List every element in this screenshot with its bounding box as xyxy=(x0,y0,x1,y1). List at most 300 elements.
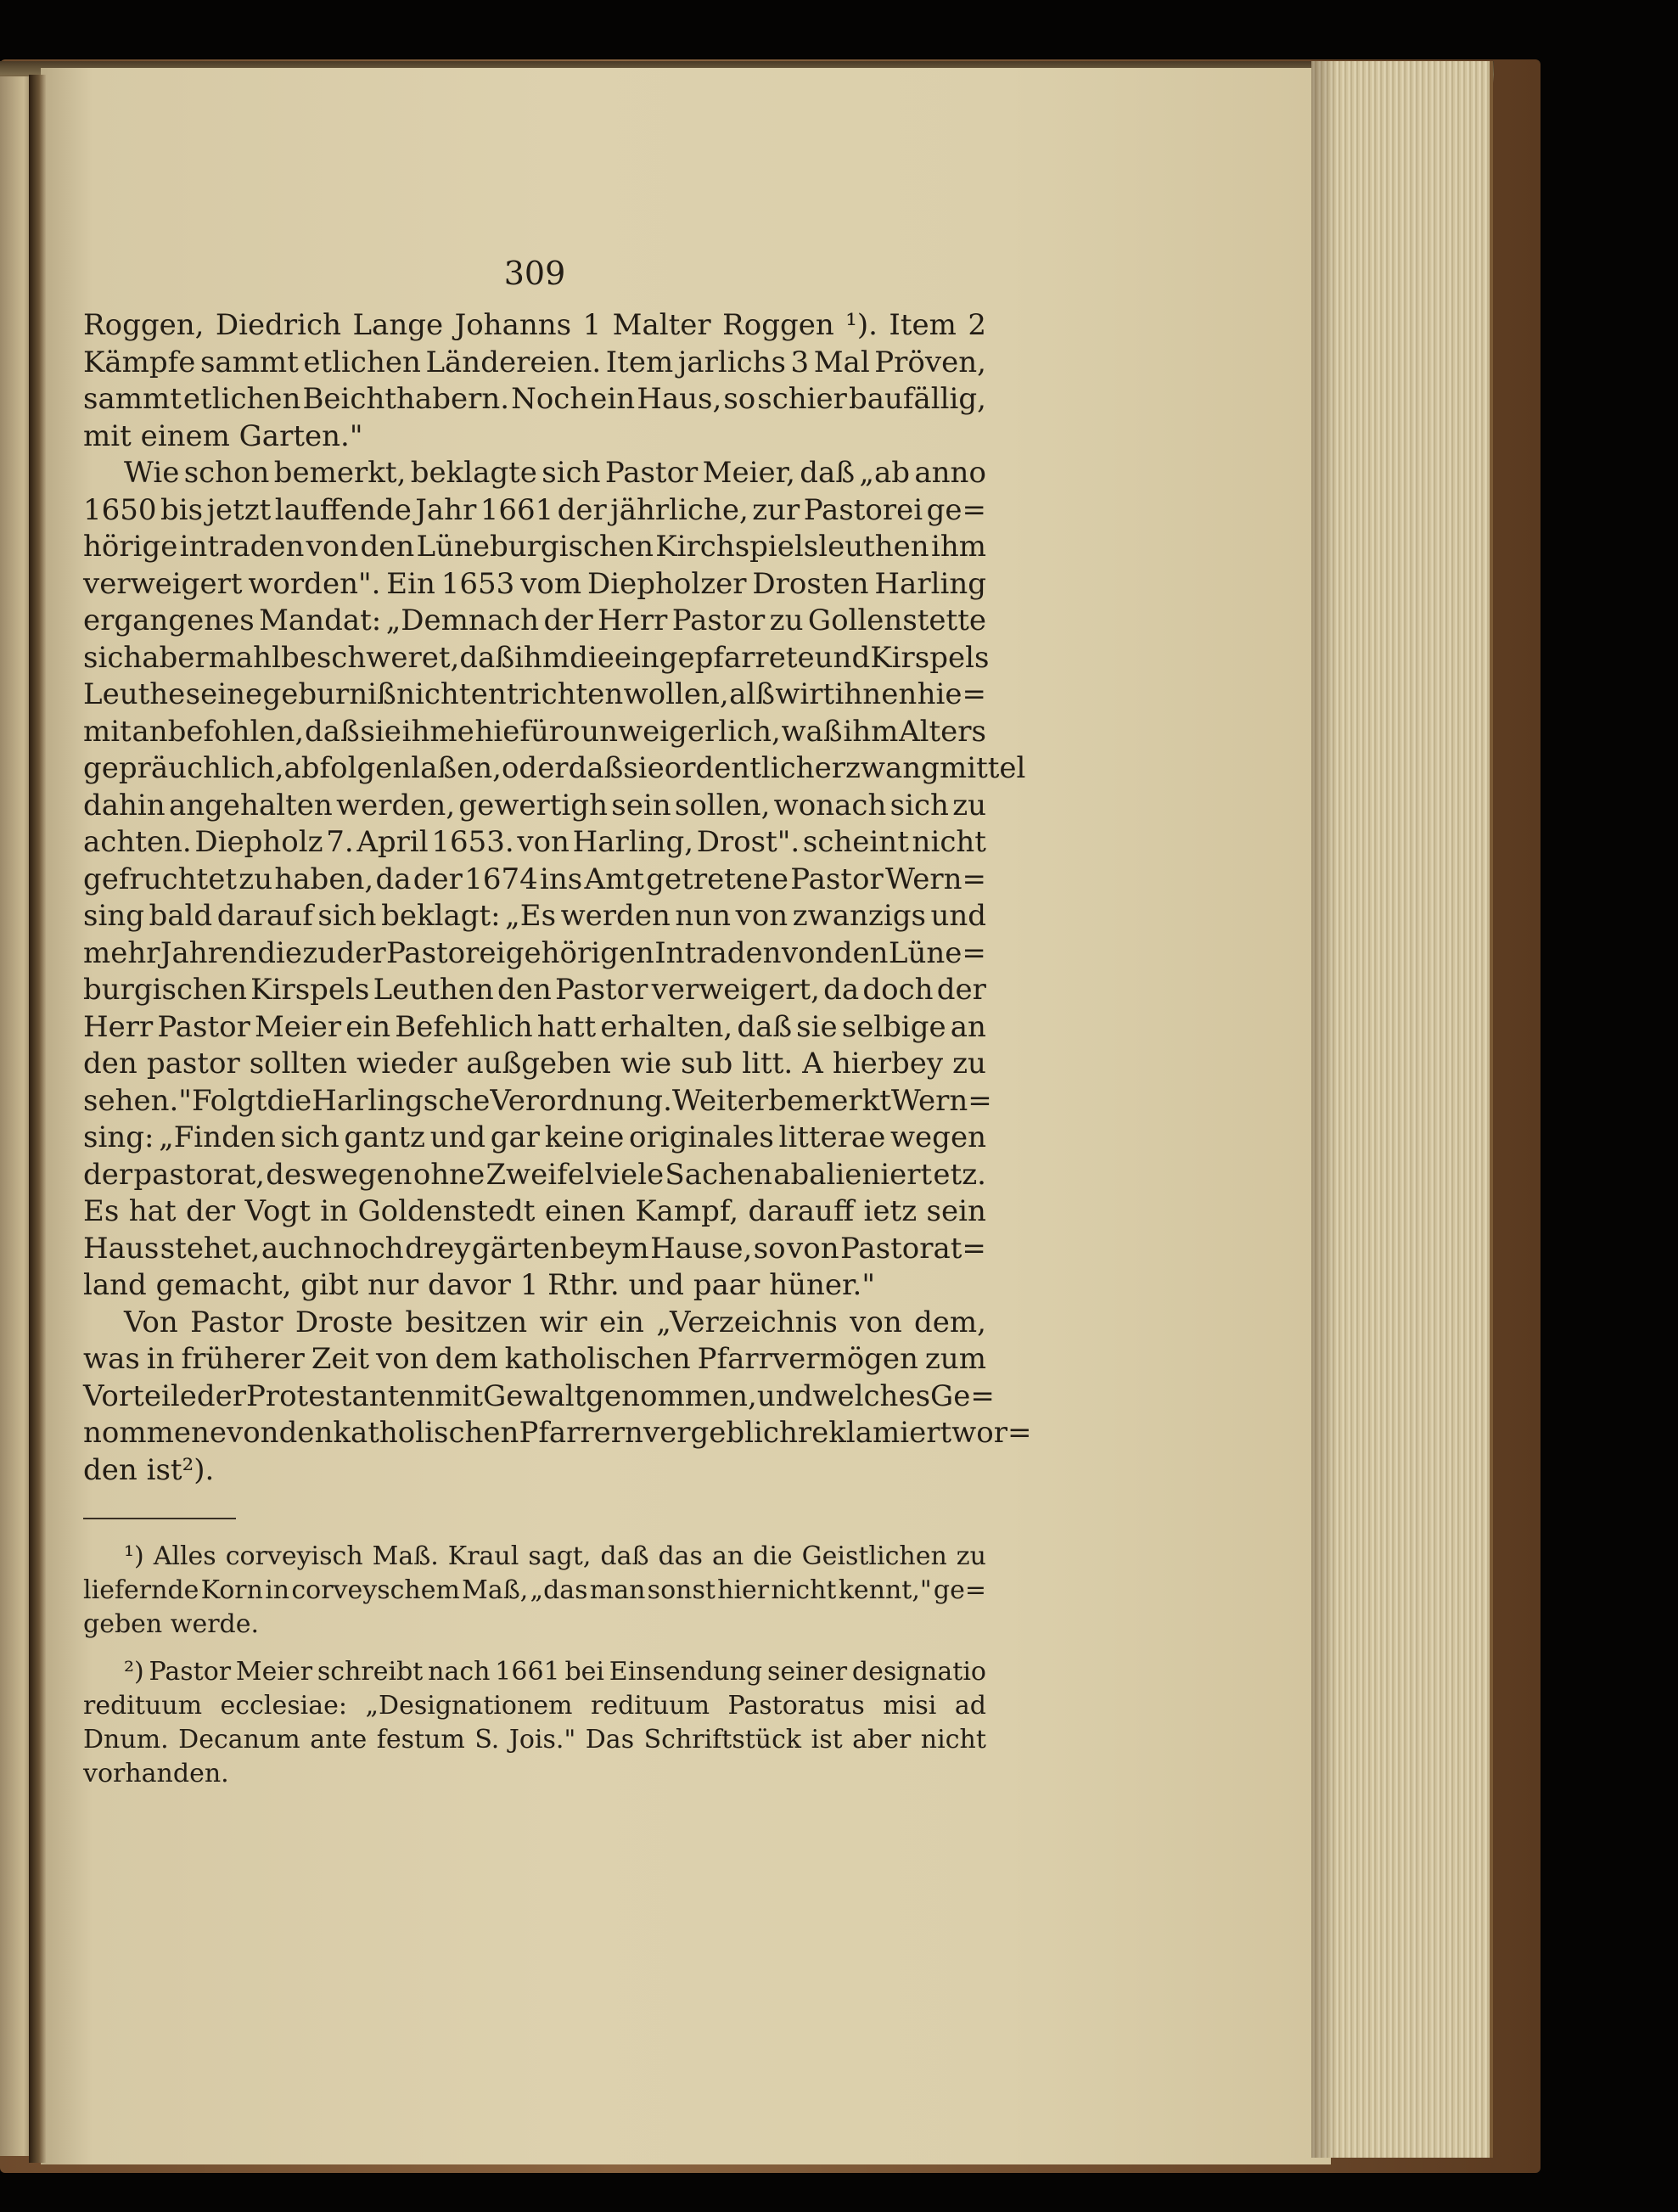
footnotes xyxy=(83,1540,986,1791)
word: der xyxy=(196,1378,246,1413)
word: ein xyxy=(345,1009,391,1044)
word: Pastor xyxy=(149,1657,232,1687)
word: oder xyxy=(501,751,569,785)
word: Hause, xyxy=(650,1231,753,1266)
word: hat xyxy=(128,1194,177,1228)
word: beklagt: xyxy=(381,899,501,933)
word: Kirspels xyxy=(870,640,990,675)
word: da xyxy=(823,973,860,1007)
word: der xyxy=(543,604,593,637)
word: hierbey xyxy=(832,1047,944,1081)
word: sollten xyxy=(249,1047,348,1081)
word: der xyxy=(83,1157,133,1192)
word: Kraul xyxy=(447,1541,519,1571)
word: Pastor xyxy=(790,862,884,896)
word: Intraden xyxy=(654,935,782,970)
word: Gewalt xyxy=(483,1378,586,1413)
word: stehet, xyxy=(160,1231,261,1266)
word: alß xyxy=(729,677,775,711)
word: haben, xyxy=(274,862,374,896)
word: nicht xyxy=(920,1725,986,1754)
word: Das xyxy=(585,1725,635,1754)
word: zu xyxy=(952,788,986,822)
word: Jahren xyxy=(160,935,257,970)
word: anno xyxy=(914,456,986,490)
word: Gollenstette xyxy=(807,604,986,637)
word: von xyxy=(850,1305,902,1339)
word: A xyxy=(802,1047,823,1081)
word: Item xyxy=(605,345,674,379)
word: Pastor xyxy=(554,973,648,1007)
word: Alles xyxy=(153,1541,216,1571)
word: zu xyxy=(952,1047,986,1081)
word: Verordnung. xyxy=(490,1083,672,1118)
word: bei xyxy=(564,1657,604,1687)
word: „Demnach xyxy=(385,604,540,637)
word: 1661 xyxy=(495,1657,560,1687)
line-text: mit einem Garten." xyxy=(83,418,363,453)
word: Pastoratus xyxy=(727,1691,865,1721)
word: bald xyxy=(149,899,213,933)
word: aber xyxy=(852,1725,912,1754)
word: sehen." xyxy=(83,1083,192,1118)
word: sich xyxy=(280,1120,340,1154)
word: man xyxy=(589,1575,646,1605)
text-line xyxy=(83,1157,986,1194)
word: Mandat: xyxy=(259,604,382,637)
footnote-rule xyxy=(83,1518,236,1519)
word: Diepholz xyxy=(194,825,323,859)
word: ihm xyxy=(514,640,570,675)
word: scheint xyxy=(802,825,909,859)
word: abermahl xyxy=(142,640,281,675)
word: deswegen xyxy=(266,1157,412,1192)
word: jährliche, xyxy=(610,492,749,527)
word: der xyxy=(412,862,463,896)
line-text: vorhanden. xyxy=(83,1759,229,1788)
word: die xyxy=(267,1083,312,1118)
word: Pastorei xyxy=(385,935,506,970)
footnote xyxy=(83,1655,986,1791)
word: der xyxy=(185,1194,236,1228)
word: Sachen xyxy=(665,1157,772,1192)
word: Weiter xyxy=(671,1083,769,1118)
word: Beichthabern. xyxy=(302,382,510,416)
word: Lüne= xyxy=(888,935,986,970)
word: sich xyxy=(890,788,949,822)
word: Kirspels xyxy=(250,973,370,1007)
word: Dnum. xyxy=(83,1725,169,1754)
text-line xyxy=(83,1231,986,1268)
word: wollen, xyxy=(623,677,729,711)
word: erhalten, xyxy=(600,1009,733,1044)
word: ¹). xyxy=(845,308,878,342)
word: den xyxy=(278,1416,334,1450)
word: entrichten xyxy=(470,677,624,711)
word: Haus, xyxy=(637,382,722,416)
text-line xyxy=(83,1193,986,1231)
word: nommene xyxy=(83,1416,227,1450)
text-line xyxy=(83,418,986,456)
word: ecclesiae: xyxy=(220,1691,347,1721)
word: Schriftstück xyxy=(643,1725,802,1754)
word: nicht xyxy=(912,825,986,859)
word: „das xyxy=(530,1575,588,1605)
word: abalieniert xyxy=(773,1157,933,1192)
text-line xyxy=(83,1723,986,1757)
word: Malter xyxy=(612,308,711,342)
word: Zweifel xyxy=(485,1157,594,1192)
word: Wern= xyxy=(890,1083,992,1118)
word: Ländereien. xyxy=(425,345,602,379)
word: angehalten xyxy=(169,788,333,822)
word: die xyxy=(753,1541,793,1571)
word: Pastor xyxy=(157,1009,250,1044)
word: Jois." xyxy=(508,1725,576,1754)
word: schier xyxy=(757,382,847,416)
word: katholischen xyxy=(504,1342,691,1376)
word: werden, xyxy=(336,788,456,822)
word: Von xyxy=(124,1305,178,1339)
word: festum xyxy=(376,1725,465,1754)
word: redituum xyxy=(83,1691,203,1721)
word: sammt xyxy=(199,345,299,379)
word: keine xyxy=(544,1120,625,1154)
word: Goldenstedt xyxy=(357,1194,536,1228)
word: Jahr xyxy=(415,492,477,527)
word: und xyxy=(756,1378,813,1413)
word: darauff xyxy=(748,1194,855,1228)
text-line xyxy=(83,677,986,714)
word: litterae xyxy=(778,1120,886,1154)
word: zu xyxy=(302,935,337,970)
word: sich xyxy=(542,456,601,490)
word: außgeben xyxy=(466,1047,611,1081)
word: ohne xyxy=(412,1157,485,1192)
word: Johanns xyxy=(454,308,572,342)
word: Korn xyxy=(200,1575,263,1605)
word: 2 xyxy=(968,308,986,342)
word: dahin xyxy=(83,788,166,822)
word: hörige xyxy=(83,530,178,564)
text-line xyxy=(83,898,986,935)
word: drey xyxy=(405,1231,471,1266)
word: noch xyxy=(333,1231,404,1266)
word: liefernde xyxy=(83,1575,199,1605)
page-text-block xyxy=(83,255,1032,1791)
word: Diepholzer xyxy=(586,566,747,601)
word: von xyxy=(517,825,570,859)
word: originales xyxy=(628,1120,774,1154)
word: gärten xyxy=(471,1231,569,1266)
line-text: land gemacht, gibt nur davor 1 Rthr. und paar hüner." xyxy=(83,1268,875,1302)
word: kennt," xyxy=(838,1575,932,1605)
word: Wie xyxy=(124,456,180,490)
text-line xyxy=(83,529,986,566)
footnote-gap xyxy=(83,1642,986,1655)
word: worden". xyxy=(248,566,381,601)
word: viele xyxy=(594,1157,665,1192)
word: doch xyxy=(862,973,934,1007)
word: Harling xyxy=(874,566,986,601)
word: mit xyxy=(83,714,132,749)
word: Diedrich xyxy=(215,308,341,342)
word: nicht xyxy=(396,677,471,711)
text-line xyxy=(83,1083,992,1120)
word: früherer xyxy=(181,1342,305,1376)
word: vergeblich xyxy=(643,1416,798,1450)
word: sich xyxy=(83,640,143,675)
word: laßen, xyxy=(411,751,502,785)
word: etlichen xyxy=(303,345,421,379)
word: misi xyxy=(883,1691,937,1721)
text-line xyxy=(83,1305,986,1342)
text-line xyxy=(83,603,986,640)
word: Ge= xyxy=(930,1378,995,1413)
word: Pfarrvermögen xyxy=(697,1342,918,1376)
word: so xyxy=(723,382,756,416)
word: „Verzeichnis xyxy=(656,1305,838,1339)
word: genommen, xyxy=(586,1378,757,1413)
word: gewertigh xyxy=(458,788,608,822)
word: seiner xyxy=(766,1657,848,1687)
word: beschweret, xyxy=(280,640,460,675)
word: ihme xyxy=(401,714,474,749)
word: hiefüro xyxy=(474,714,581,749)
word: und xyxy=(429,1120,486,1154)
word: besitzen xyxy=(405,1305,528,1339)
word: bemerkt, xyxy=(273,456,407,490)
word: zwanzigs xyxy=(792,899,926,933)
word: in xyxy=(146,1342,175,1376)
word: wegen xyxy=(890,1120,986,1154)
word: was xyxy=(83,1342,140,1376)
page-stack-edges xyxy=(1311,61,1493,2158)
word: einen xyxy=(544,1194,626,1228)
word: den xyxy=(497,973,552,1007)
word: ihm xyxy=(930,530,986,564)
word: „ab xyxy=(859,456,911,490)
word: sein xyxy=(611,788,671,822)
word: sie xyxy=(623,751,665,785)
word: sammt xyxy=(83,382,182,416)
word: in xyxy=(265,1575,290,1605)
word: „Es xyxy=(505,899,557,933)
word: den xyxy=(833,935,889,970)
text-line xyxy=(83,1574,986,1608)
word: gefruchtet xyxy=(83,862,238,896)
word: ihnen xyxy=(834,677,918,711)
word: Geistlichen xyxy=(801,1541,947,1571)
word: selbige xyxy=(841,1009,946,1044)
word: jetzt xyxy=(206,492,272,527)
word: Es xyxy=(83,1194,120,1228)
word: wie xyxy=(620,1047,672,1081)
word: wirt xyxy=(775,677,835,711)
word: vom xyxy=(520,566,582,601)
word: das xyxy=(658,1541,703,1571)
word: seine xyxy=(185,677,263,711)
word: Maß, xyxy=(462,1575,529,1605)
word: „Finden xyxy=(159,1120,276,1154)
word: Lüneburgischen xyxy=(416,530,654,564)
text-line xyxy=(83,788,986,825)
word: ante xyxy=(310,1725,368,1754)
word: Herr xyxy=(598,604,668,637)
word: der xyxy=(336,935,386,970)
word: 1650 xyxy=(83,492,157,527)
word: „Designationem xyxy=(365,1691,573,1721)
word: 1653 xyxy=(441,566,515,601)
word: Drost". xyxy=(696,825,800,859)
text-line xyxy=(83,935,986,973)
word: die xyxy=(570,640,615,675)
word: schon xyxy=(183,456,270,490)
word: wir xyxy=(539,1305,587,1339)
word: anbefohlen, xyxy=(132,714,305,749)
word: litt. xyxy=(742,1047,794,1081)
word: jarlichs xyxy=(677,345,786,379)
word: Meier, xyxy=(702,456,795,490)
word: ein xyxy=(590,382,636,416)
word: und xyxy=(930,899,986,933)
word: Alters xyxy=(899,714,986,749)
word: dem xyxy=(435,1342,498,1376)
word: Meier xyxy=(254,1009,342,1044)
word: etlichen xyxy=(182,382,301,416)
word: werden xyxy=(560,899,671,933)
word: der xyxy=(557,492,607,527)
body-text xyxy=(83,307,1032,1489)
word: Leuthe xyxy=(83,677,186,711)
text-line xyxy=(83,492,986,530)
text-line xyxy=(83,972,986,1009)
word: Harlingsche xyxy=(311,1083,491,1118)
word: sonst xyxy=(647,1575,716,1605)
word: von xyxy=(227,1416,279,1450)
word: und xyxy=(814,640,871,675)
text-line xyxy=(83,1452,986,1490)
word: S. xyxy=(474,1725,500,1754)
word: Kampf, xyxy=(635,1194,739,1228)
word: nun xyxy=(675,899,732,933)
word: darauf xyxy=(216,899,313,933)
word: ietz xyxy=(863,1194,918,1228)
word: Lange xyxy=(352,308,444,342)
page-edge-shadow xyxy=(1311,61,1337,2158)
word: hatt xyxy=(536,1009,597,1044)
word: Pastor xyxy=(604,456,699,490)
word: Pastorat= xyxy=(840,1231,986,1266)
word: zum xyxy=(924,1342,986,1376)
word: bemerkt xyxy=(768,1083,891,1118)
word: hie= xyxy=(917,677,986,711)
word: intraden xyxy=(179,530,305,564)
word: reklamiert xyxy=(797,1416,952,1450)
word: Protestanten xyxy=(245,1378,435,1413)
text-line xyxy=(83,307,986,345)
word: Kämpfe xyxy=(83,345,196,379)
word: daß xyxy=(459,640,515,675)
word: der xyxy=(936,973,986,1007)
text-line xyxy=(83,1540,986,1574)
text-line xyxy=(83,381,986,418)
book-gutter xyxy=(29,75,46,2163)
word: bis xyxy=(160,492,204,527)
word: getretene xyxy=(646,862,788,896)
word: von xyxy=(306,530,359,564)
text-line xyxy=(83,455,986,492)
word: Roggen, xyxy=(83,308,205,342)
word: nicht xyxy=(771,1575,837,1605)
line-text: den ist²). xyxy=(83,1452,215,1487)
word: Pfarrern xyxy=(519,1416,643,1450)
word: wor= xyxy=(951,1416,1032,1450)
word: Zeit xyxy=(311,1342,370,1376)
word: etz. xyxy=(933,1157,986,1192)
word: mit xyxy=(435,1378,484,1413)
word: Drosten xyxy=(752,566,869,601)
word: beym xyxy=(570,1231,649,1266)
word: Vorteile xyxy=(83,1378,197,1413)
word: 7. xyxy=(326,825,354,859)
word: ins xyxy=(540,862,583,896)
page-number: 309 xyxy=(503,255,566,292)
word: welches xyxy=(812,1378,931,1413)
word: von xyxy=(787,1231,839,1266)
word: wonach xyxy=(773,788,887,822)
word: Kirchspielsleuthen xyxy=(655,530,929,564)
word: Befehlich xyxy=(395,1009,533,1044)
word: den xyxy=(83,1047,137,1081)
text-line xyxy=(83,862,986,899)
word: verweigert xyxy=(83,566,243,601)
word: verweigert, xyxy=(651,973,820,1007)
word: gar xyxy=(490,1120,541,1154)
text-line xyxy=(83,1009,986,1047)
word: Meier xyxy=(235,1657,313,1687)
text-line xyxy=(83,1608,986,1642)
text-line xyxy=(83,1378,995,1416)
word: Pröven, xyxy=(874,345,986,379)
text-line xyxy=(83,345,986,382)
word: unweigerlich, xyxy=(581,714,781,749)
word: burgischen xyxy=(83,973,247,1007)
word: ge= xyxy=(926,492,986,527)
word: Leuthen xyxy=(373,973,494,1007)
word: Einsendung xyxy=(609,1657,763,1687)
word: Maß. xyxy=(372,1541,439,1571)
word: sie xyxy=(796,1009,838,1044)
text-line xyxy=(83,1267,986,1305)
word: zur xyxy=(752,492,800,527)
word: 1674 xyxy=(464,862,538,896)
text-line xyxy=(83,824,986,862)
word: an xyxy=(950,1009,986,1044)
word: waß xyxy=(781,714,843,749)
word: Wern= xyxy=(885,862,986,896)
word: 1 xyxy=(582,308,602,342)
word: daß xyxy=(304,714,360,749)
line-text: geben werde. xyxy=(83,1609,260,1639)
word: Herr xyxy=(83,1009,154,1044)
word: Amt xyxy=(584,862,644,896)
word: corveyschem xyxy=(291,1575,460,1605)
word: geburniß xyxy=(262,677,396,711)
word: nach xyxy=(428,1657,491,1687)
word: sein xyxy=(926,1194,986,1228)
word: Ein xyxy=(386,566,435,601)
